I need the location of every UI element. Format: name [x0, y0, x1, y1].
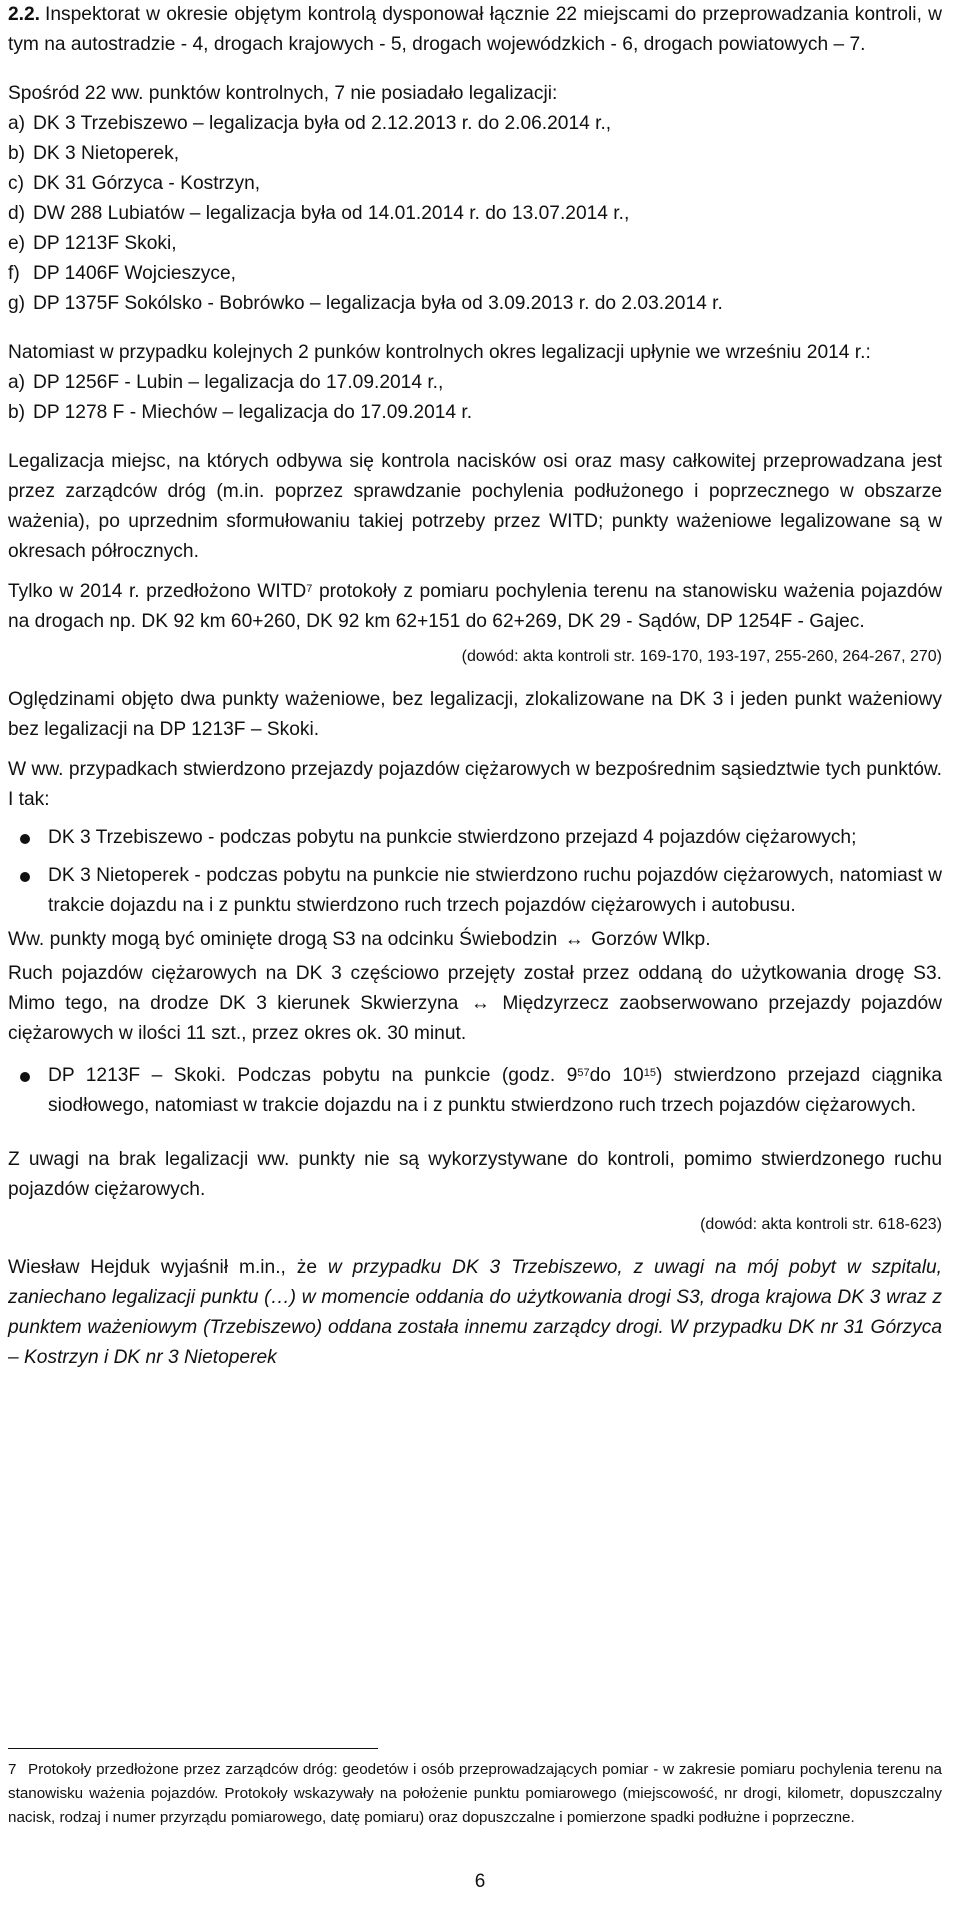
superscript-minutes-start: 57	[577, 1067, 590, 1079]
list-item-text: DP 1278 F - Miechów – legalizacja do 17.09.2014 r.	[33, 402, 473, 423]
expiring-points-block	[8, 338, 942, 428]
bullet-item-trzebiszewo	[8, 823, 942, 853]
footnote-number: 7	[8, 1761, 17, 1778]
unlegalized-list	[8, 109, 942, 319]
list-item	[8, 229, 942, 259]
bypass-paragraph	[8, 925, 942, 955]
bullet-dot-icon	[20, 872, 30, 882]
list-item-text: DP 1213F Skoki,	[33, 233, 177, 254]
unlegalized-points-block	[8, 79, 942, 319]
list-item-text: DP 1375F Sokólsko - Bobrówko – legalizacja była od 3.09.2013 r. do 2.03.2014 r.	[33, 293, 723, 314]
section-intro-text: Inspektorat w okresie objętym kontrolą dysponował łącznie 22 miejscami do przeprowadzania kontroli, w tym na autostradzie - 4, drogach krajowych - 5, drogach wojewódzkich - 6, drogach powiatowych – 7.	[8, 4, 942, 55]
list-item	[8, 109, 942, 139]
list-marker: g)	[8, 293, 26, 314]
evidence-note-1: (dowód: akta kontroli str. 169-170, 193-197, 255-260, 264-267, 270)	[461, 648, 942, 665]
list-item	[8, 368, 942, 398]
list-item-text: DP 1406F Wojcieszyce,	[33, 263, 236, 284]
only-2014-paragraph	[8, 577, 942, 637]
no-legalization-paragraph: Z uwagi na brak legalizacji ww. punkty nie są wykorzystywane do kontroli, pomimo stwierdzonego ruchu pojazdów ciężarowych.	[8, 1149, 942, 1200]
expiring-lead: Natomiast w przypadku kolejnych 2 punków kontrolnych okres legalizacji upłynie we wrześniu 2014 r.:	[8, 342, 871, 363]
bypass-text-end: Gorzów Wlkp.	[591, 929, 711, 950]
footnote-text: Protokoły przedłożone przez zarządców dróg: geodetów i osób przeprowadzających pomiar - w zakresie pomiaru pochylenia terenu na stanowisku ważenia pojazdów. Protokoły wskazywały na położenie punktu pomiarowego (miejscowość, nr drogi, kilometr, dopuszczalny nacisk, rodzaj i numer przyrządu pomiarowego, datę pomiaru) oraz dopuszczalne i pomierzone spadki podłużne i poprzeczne.	[8, 1761, 942, 1826]
list-marker: b)	[8, 143, 26, 164]
superscript-minutes-end: 15	[643, 1067, 656, 1079]
footnote-separator	[8, 1748, 378, 1749]
footnote-reference: 7	[306, 583, 313, 595]
takeover-text-start: Ruch pojazdów ciężarowych na DK 3 częściowo przejęty został przez oddaną do użytkowania drogę S3. Mimo tego, na drodze DK 3 kierunek Skwierzyna	[8, 963, 942, 1014]
traffic-paragraph: W ww. przypadkach stwierdzono przejazdy pojazdów ciężarowych w bezpośrednim sąsiedztwie tych punktów. I tak:	[8, 759, 942, 810]
list-marker: d)	[8, 203, 26, 224]
expiring-list	[8, 368, 942, 428]
inspection-paragraph: Oględzinami objęto dwa punkty ważeniowe, bez legalizacji, zlokalizowane na DK 3 i jeden punkt ważeniowy bez legalizacji na DP 1213F – Skoki.	[8, 689, 942, 740]
explanation-paragraph	[8, 1253, 942, 1373]
list-marker: f)	[8, 263, 20, 284]
list-item	[8, 169, 942, 199]
list-item-text: DW 288 Lubiatów – legalizacja była od 14.01.2014 r. do 13.07.2014 r.,	[33, 203, 630, 224]
list-item	[8, 139, 942, 169]
list-marker: b)	[8, 402, 26, 423]
list-item-text: DP 1256F - Lubin – legalizacja do 17.09.2014 r.,	[33, 372, 444, 393]
only-2014-text-start: Tylko w 2014 r. przedłożono WITD	[8, 581, 307, 602]
evidence-note-2: (dowód: akta kontroli str. 618-623)	[700, 1216, 942, 1233]
bullet-dot-icon	[20, 834, 30, 844]
list-marker: e)	[8, 233, 26, 254]
list-item-text: DK 3 Trzebiszewo – legalizacja była od 2.12.2013 r. do 2.06.2014 r.,	[33, 113, 612, 134]
takeover-paragraph	[8, 959, 942, 1049]
list-item	[8, 259, 942, 289]
bullet-text: DK 3 Trzebiszewo - podczas pobytu na punkcie stwierdzono przejazd 4 pojazdów ciężarowych;	[48, 827, 857, 848]
section-intro-paragraph	[8, 0, 942, 60]
bullet-item-nietoperek	[8, 861, 942, 921]
unlegalized-lead: Spośród 22 ww. punktów kontrolnych, 7 nie posiadało legalizacji:	[8, 83, 558, 104]
explanation-quote: w przypadku DK 3 Trzebiszewo, z uwagi na mój pobyt w szpitalu, zaniechano legalizacji punktu (…) w momencie oddania do użytkowania drogi S3, droga krajowa DK 3 wraz z punktem ważeniowym (Trzebiszewo) oddana została innemu zarządcy drogi. W przypadku DK nr 31 Górzyca – Kostrzyn i DK nr 3 Nietoperek	[8, 1257, 942, 1368]
takeover-text-end: Międzyrzecz zaobserwowano przejazdy pojazdów ciężarowych w ilości 11 szt., przez okres ok. 30 minut.	[8, 993, 942, 1044]
legalization-paragraph: Legalizacja miejsc, na których odbywa się kontrola nacisków osi oraz masy całkowitej przeprowadzana jest przez zarządców dróg (m.in. poprzez sprawdzanie pochylenia podłużonego i poprzecznego w obszarze ważenia), po uprzednim sformułowaniu takiej potrzeby przez WITD; punkty ważeniowe legalizowane są w okresach półrocznych.	[8, 451, 942, 562]
list-item-text: DK 3 Nietoperek,	[33, 143, 180, 164]
only-2014-text-end: protokoły z pomiaru pochylenia terenu na stanowisku ważenia pojazdów na drogach np. DK 92 km 60+260, DK 92 km 62+151 do 62+269, DK 29 - Sądów, DP 1254F - Gajec.	[8, 581, 942, 632]
explanation-intro: Wiesław Hejduk wyjaśnił m.in., że	[8, 1257, 328, 1278]
bullet-text-end: ) stwierdzono przejazd ciągnika siodłowego, natomiast w trakcie dojazdu na i z punktu stwierdzono ruch trzech pojazdów ciężarowych.	[48, 1065, 942, 1116]
bullet-text-start: DP 1213F – Skoki. Podczas pobytu na punkcie (godz. 9	[48, 1065, 578, 1086]
section-number: 2.2.	[8, 4, 41, 25]
list-marker: a)	[8, 372, 26, 393]
list-marker: a)	[8, 113, 26, 134]
page-number: 6	[474, 1871, 486, 1892]
list-item	[8, 199, 942, 229]
list-item-text: DK 31 Górzyca - Kostrzyn,	[33, 173, 261, 194]
bullet-item-skoki	[8, 1061, 942, 1121]
footnote	[8, 1758, 942, 1830]
list-marker: c)	[8, 173, 24, 194]
bullet-text: DK 3 Nietoperek - podczas pobytu na punkcie nie stwierdzono ruchu pojazdów ciężarowych, natomiast w trakcie dojazdu na i z punktu stwierdzono ruch trzech pojazdów ciężarowych i autobusu.	[48, 865, 942, 916]
double-arrow-icon: ↔	[564, 929, 584, 950]
list-item	[8, 398, 942, 428]
double-arrow-icon: ↔	[470, 993, 490, 1014]
bullet-dot-icon	[20, 1072, 30, 1082]
list-item	[8, 289, 942, 319]
bullet-text-middle: do 10	[589, 1065, 644, 1086]
bypass-text-start: Ww. punkty mogą być ominięte drogą S3 na odcinku Świebodzin	[8, 929, 558, 950]
